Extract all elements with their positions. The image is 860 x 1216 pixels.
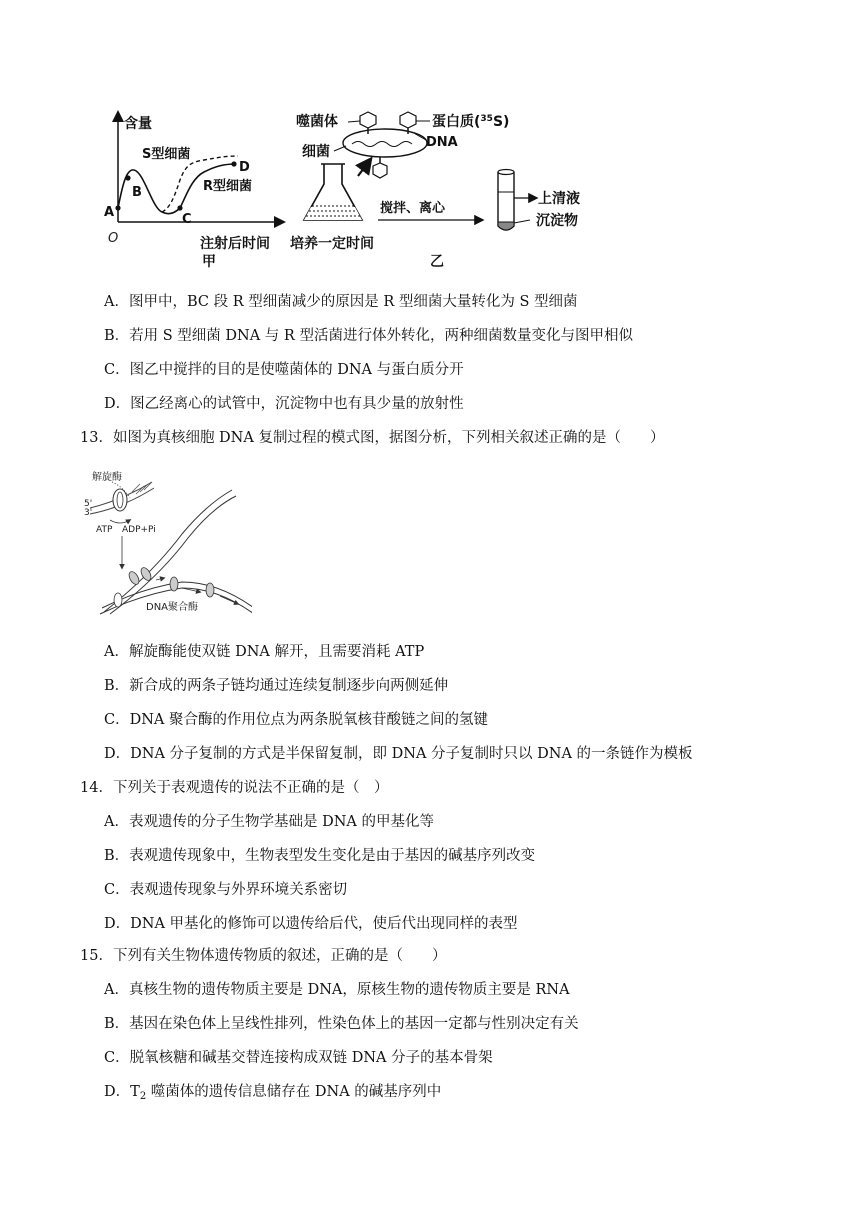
q13-replication-figure (82, 464, 252, 620)
q14-option-c: C．表观遗传现象与外界环境关系密切 (104, 882, 348, 898)
atp-label: ATP (96, 525, 113, 535)
q14-option-d: D．DNA 甲基化的修饰可以遗传给后代，使后代出现同样的表型 (104, 916, 518, 932)
test-tube-icon (498, 170, 514, 231)
point-c (177, 205, 182, 210)
point-b (125, 175, 130, 180)
q14-option-b: B．表观遗传现象中，生物表型发生变化是由于基因的碱基序列改变 (104, 848, 536, 864)
q15-option-b: B．基因在染色体上呈线性排列，性染色体上的基因一定都与性别决定有关 (104, 1016, 579, 1032)
figure-yi-diagram (290, 108, 600, 272)
culture-label: 培养一定时间 (290, 236, 374, 252)
q13-option-d: D．DNA 分子复制的方式是半保留复制，即 DNA 分子复制时只以 DNA 的一条链作为模板 (104, 746, 693, 762)
flask-icon (304, 164, 362, 220)
figure-jia-caption: 甲 (202, 254, 216, 268)
q12-option-a: A．图甲中，BC 段 R 型细菌减少的原因是 R 型细菌大量转化为 S 型细菌 (104, 294, 578, 310)
r-curve-label: R型细菌 (203, 179, 253, 194)
q13-option-a: A．解旋酶能使双链 DNA 解开，且需要消耗 ATP (104, 644, 425, 660)
supernatant-label: 上清液 (538, 191, 580, 207)
q12-option-b: B．若用 S 型细菌 DNA 与 R 型活菌进行体外转化，两种细菌数量变化与图甲相似 (104, 328, 633, 344)
q14-stem: 14．下列关于表观遗传的说法不正确的是（ ） (80, 780, 389, 796)
point-d-label: D (239, 160, 250, 175)
q14-option-a: A．表观遗传的分子生物学基础是 DNA 的甲基化等 (104, 814, 434, 830)
bacteria-label: 细菌 (302, 144, 330, 160)
point-c-label: C (182, 212, 192, 227)
five-prime-label: 5' (84, 499, 93, 509)
point-b-label: B (132, 185, 142, 200)
three-prime-label: 3' (84, 508, 93, 518)
helicase-label: 解旋酶 (92, 472, 122, 483)
phage-label: 噬菌体 (296, 114, 338, 130)
y-axis-label: 含量 (124, 116, 152, 132)
q15-option-a: A．真核生物的遗传物质主要是 DNA，原核生物的遗传物质主要是 RNA (104, 982, 570, 998)
figure-jia-graph (100, 108, 290, 268)
q12-option-c: C．图乙中搅拌的目的是使噬菌体的 DNA 与蛋白质分开 (104, 362, 464, 378)
x-axis-label: 注射后时间 (200, 236, 270, 252)
point-a (115, 205, 120, 210)
origin-label: O (108, 231, 119, 246)
polymerase-shape-1 (127, 570, 141, 586)
phage-icon-bottom (373, 157, 387, 178)
s-curve-label: S型细菌 (142, 147, 191, 162)
figure-yi-caption: 乙 (430, 254, 444, 270)
polymerase-shape-3 (170, 577, 178, 591)
q13-option-b: B．新合成的两条子链均通过连续复制逐步向两侧延伸 (104, 678, 449, 694)
q13-stem: 13．如图为真核细胞 DNA 复制过程的模式图，据图分析，下列相关叙述正确的是（ ） (80, 430, 665, 446)
protein-label: 蛋白质($^{35}$S) (432, 114, 510, 130)
process-label: 搅拌、离心 (380, 201, 446, 216)
point-a-label: A (104, 205, 115, 220)
point-d (231, 161, 236, 166)
adp-label: ADP+Pi (122, 525, 156, 535)
polymerase-shape-4 (206, 583, 214, 597)
q13-option-c: C．DNA 聚合酶的作用位点为两条脱氧核苷酸链之间的氢键 (104, 712, 489, 728)
q12-option-d: D．图乙经离心的试管中，沉淀物中也有具少量的放射性 (104, 396, 464, 412)
infection-arrow (358, 160, 370, 176)
q15-option-d: D．$T_2$ 噬菌体的遗传信息储存在 DNA 的碱基序列中 (104, 1084, 442, 1102)
dna-label: DNA (426, 135, 458, 150)
sediment-label: 沉淀物 (536, 213, 578, 229)
q15-stem: 15．下列有关生物体遗传物质的叙述，正确的是（ ） (80, 948, 447, 964)
polymerase-label: DNA聚合酶 (146, 602, 199, 613)
q15-option-c: C．脱氧核糖和碱基交替连接构成双链 DNA 分子的基本骨架 (104, 1050, 493, 1066)
